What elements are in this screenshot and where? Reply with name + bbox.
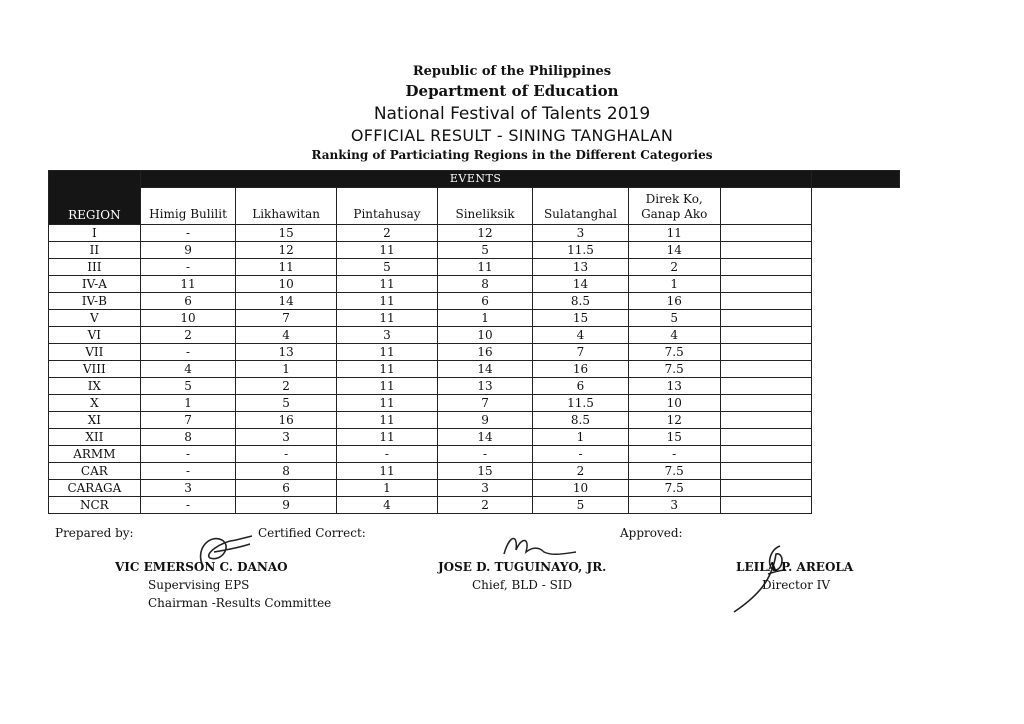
table-row — [49, 242, 900, 259]
region-cell: VIII — [49, 361, 141, 378]
rank-cell: 2 — [140, 327, 236, 344]
rank-cell: 7 — [140, 412, 236, 429]
region-cell: NCR — [49, 497, 141, 514]
rank-cell: 5 — [628, 310, 720, 327]
region-cell: VII — [49, 344, 141, 361]
rank-cell: - — [438, 446, 533, 463]
blank-cell — [720, 242, 811, 259]
rank-cell: 7 — [438, 395, 533, 412]
rank-cell: 10 — [140, 310, 236, 327]
region-cell: CARAGA — [49, 480, 141, 497]
rank-cell: 1 — [533, 429, 629, 446]
rank-cell: 11 — [336, 310, 437, 327]
col-direk-ko-ganap-ako — [628, 188, 720, 225]
rank-cell: 3 — [336, 327, 437, 344]
festival-title: National Festival of Talents 2019 — [373, 104, 651, 124]
rank-cell: 8.5 — [533, 412, 629, 429]
rank-cell: - — [336, 446, 437, 463]
blank-cell — [720, 395, 811, 412]
rank-cell: - — [140, 463, 236, 480]
rank-cell: 1 — [336, 480, 437, 497]
rank-cell: 8 — [438, 276, 533, 293]
events-header: EVENTS — [140, 171, 811, 188]
rank-cell: 7.5 — [628, 480, 720, 497]
rank-cell: 11.5 — [533, 242, 629, 259]
rank-cell: 2 — [336, 225, 437, 242]
rank-cell: 13 — [533, 259, 629, 276]
rank-cell: - — [628, 446, 720, 463]
rank-cell: 11 — [336, 276, 437, 293]
rank-cell: 16 — [628, 293, 720, 310]
region-cell: II — [49, 242, 141, 259]
rank-cell: 5 — [336, 259, 437, 276]
blank-cell — [720, 225, 811, 242]
rank-cell: 2 — [438, 497, 533, 514]
rank-cell: 14 — [438, 429, 533, 446]
table-row — [49, 344, 900, 361]
rank-cell: 15 — [236, 225, 336, 242]
rank-cell: 3 — [236, 429, 336, 446]
col-himig-bulilit: Himig Bulilit — [140, 188, 236, 225]
region-cell: IV-B — [49, 293, 141, 310]
table-row — [49, 293, 900, 310]
rank-cell: 7.5 — [628, 344, 720, 361]
prepared-name: VIC EMERSON C. DANAO — [115, 560, 288, 574]
rank-cell: 12 — [236, 242, 336, 259]
blank-cell — [720, 310, 811, 327]
rank-cell: 7.5 — [628, 361, 720, 378]
rank-cell: 7 — [533, 344, 629, 361]
rank-cell: 13 — [438, 378, 533, 395]
rank-cell: 9 — [236, 497, 336, 514]
table-row — [49, 429, 900, 446]
rank-cell: 11 — [336, 429, 437, 446]
rank-cell: 1 — [140, 395, 236, 412]
table-row — [49, 259, 900, 276]
rank-cell: 9 — [140, 242, 236, 259]
rank-cell: 14 — [533, 276, 629, 293]
region-cell: XI — [49, 412, 141, 429]
certified-title: Chief, BLD - SID — [472, 578, 573, 592]
certified-correct-label: Certified Correct: — [258, 526, 366, 540]
extra-blank-column — [720, 188, 811, 225]
rank-cell: 16 — [533, 361, 629, 378]
rank-cell: 11 — [140, 276, 236, 293]
rank-cell: 16 — [438, 344, 533, 361]
rank-cell: 13 — [628, 378, 720, 395]
region-cell: X — [49, 395, 141, 412]
rank-cell: 10 — [438, 327, 533, 344]
rank-cell: 14 — [236, 293, 336, 310]
rank-cell: 15 — [438, 463, 533, 480]
rank-cell: 13 — [236, 344, 336, 361]
rank-cell: 4 — [628, 327, 720, 344]
rank-cell: - — [140, 446, 236, 463]
blank-cell — [720, 293, 811, 310]
region-cell: ARMM — [49, 446, 141, 463]
rank-cell: 11 — [628, 225, 720, 242]
rank-cell: 4 — [336, 497, 437, 514]
rank-cell: 4 — [236, 327, 336, 344]
rank-cell: 2 — [533, 463, 629, 480]
region-cell: XII — [49, 429, 141, 446]
blank-cell — [720, 327, 811, 344]
rank-cell: 11.5 — [533, 395, 629, 412]
rank-cell: 9 — [438, 412, 533, 429]
rank-cell: 11 — [336, 293, 437, 310]
certified-name: JOSE D. TUGUINAYO, JR. — [438, 560, 607, 574]
blank-cell — [720, 378, 811, 395]
region-column-header: REGION — [49, 171, 141, 225]
rank-cell: - — [533, 446, 629, 463]
department-heading: Department of Education — [405, 82, 619, 100]
rank-cell: 11 — [336, 463, 437, 480]
table-subtitle: Ranking of Particiating Regions in the Different Categories — [311, 148, 713, 162]
prepared-by-label: Prepared by: — [55, 526, 134, 540]
blank-cell — [720, 412, 811, 429]
table-row — [49, 361, 900, 378]
rank-cell: 11 — [336, 412, 437, 429]
result-title: OFFICIAL RESULT - SINING TANGHALAN — [350, 126, 674, 145]
rank-cell: 11 — [236, 259, 336, 276]
prepared-title-1: Supervising EPS — [148, 578, 250, 592]
rank-cell: 5 — [438, 242, 533, 259]
rank-cell: 3 — [628, 497, 720, 514]
rank-cell: 10 — [628, 395, 720, 412]
rank-cell: 6 — [533, 378, 629, 395]
rank-cell: 1 — [438, 310, 533, 327]
table-row — [49, 395, 900, 412]
region-cell: VI — [49, 327, 141, 344]
table-row — [49, 327, 900, 344]
region-cell: CAR — [49, 463, 141, 480]
rank-cell: 5 — [236, 395, 336, 412]
rank-cell: - — [140, 259, 236, 276]
col-sulatanghal: Sulatanghal — [533, 188, 629, 225]
rank-cell: 2 — [628, 259, 720, 276]
rank-cell: 1 — [628, 276, 720, 293]
rank-cell: 11 — [336, 344, 437, 361]
rank-cell: 6 — [140, 293, 236, 310]
table-row — [49, 412, 900, 429]
col-direk-ko-line2: Ganap Ako — [641, 207, 708, 221]
blank-cell — [720, 429, 811, 446]
table-row — [49, 225, 900, 242]
approved-name: LEILA P. AREOLA — [736, 560, 854, 574]
approved-title: Director IV — [762, 578, 831, 592]
rank-cell: 11 — [438, 259, 533, 276]
rank-cell: 2 — [236, 378, 336, 395]
rank-cell: 11 — [336, 395, 437, 412]
rank-cell: 1 — [236, 361, 336, 378]
rank-cell: 4 — [533, 327, 629, 344]
rank-cell: - — [140, 497, 236, 514]
blank-cell — [720, 480, 811, 497]
table-row — [49, 310, 900, 327]
region-cell: IX — [49, 378, 141, 395]
rank-cell: - — [140, 225, 236, 242]
col-pintahusay: Pintahusay — [336, 188, 437, 225]
table-row — [49, 446, 900, 463]
rank-cell: 10 — [236, 276, 336, 293]
table-row — [49, 480, 900, 497]
rank-cell: - — [140, 344, 236, 361]
rank-cell: 4 — [140, 361, 236, 378]
rank-cell: 7.5 — [628, 463, 720, 480]
rank-cell: 7 — [236, 310, 336, 327]
blank-cell — [720, 463, 811, 480]
rank-cell: 15 — [628, 429, 720, 446]
results-body — [49, 225, 900, 514]
blank-cell — [720, 276, 811, 293]
rank-cell: 8 — [140, 429, 236, 446]
rank-cell: 6 — [438, 293, 533, 310]
table-row — [49, 276, 900, 293]
rank-cell: 11 — [336, 361, 437, 378]
results-table — [48, 170, 900, 514]
table-row — [49, 497, 900, 514]
rank-cell: 11 — [336, 242, 437, 259]
region-cell: V — [49, 310, 141, 327]
rank-cell: 5 — [140, 378, 236, 395]
blank-cell — [720, 497, 811, 514]
rank-cell: 14 — [438, 361, 533, 378]
blank-cell — [720, 344, 811, 361]
rank-cell: 5 — [533, 497, 629, 514]
rank-cell: 6 — [236, 480, 336, 497]
rank-cell: 3 — [438, 480, 533, 497]
rank-cell: 8.5 — [533, 293, 629, 310]
region-cell: I — [49, 225, 141, 242]
rank-cell: 11 — [336, 378, 437, 395]
region-cell: IV-A — [49, 276, 141, 293]
table-row — [49, 463, 900, 480]
rank-cell: 12 — [628, 412, 720, 429]
rank-cell: 8 — [236, 463, 336, 480]
blank-cell — [720, 259, 811, 276]
table-row — [49, 378, 900, 395]
blank-header — [811, 171, 899, 188]
col-sineliksik: Sineliksik — [438, 188, 533, 225]
prepared-title-2: Chairman -Results Committee — [148, 596, 332, 610]
blank-cell — [720, 446, 811, 463]
col-likhawitan: Likhawitan — [236, 188, 336, 225]
rank-cell: 12 — [438, 225, 533, 242]
rank-cell: 15 — [533, 310, 629, 327]
approved-label: Approved: — [620, 526, 683, 540]
rank-cell: 3 — [533, 225, 629, 242]
republic-heading: Republic of the Philippines — [412, 64, 612, 79]
rank-cell: - — [236, 446, 336, 463]
rank-cell: 10 — [533, 480, 629, 497]
col-direk-ko-line1: Direk Ko, — [645, 192, 703, 206]
rank-cell: 14 — [628, 242, 720, 259]
blank-cell — [720, 361, 811, 378]
rank-cell: 16 — [236, 412, 336, 429]
rank-cell: 3 — [140, 480, 236, 497]
region-cell: III — [49, 259, 141, 276]
